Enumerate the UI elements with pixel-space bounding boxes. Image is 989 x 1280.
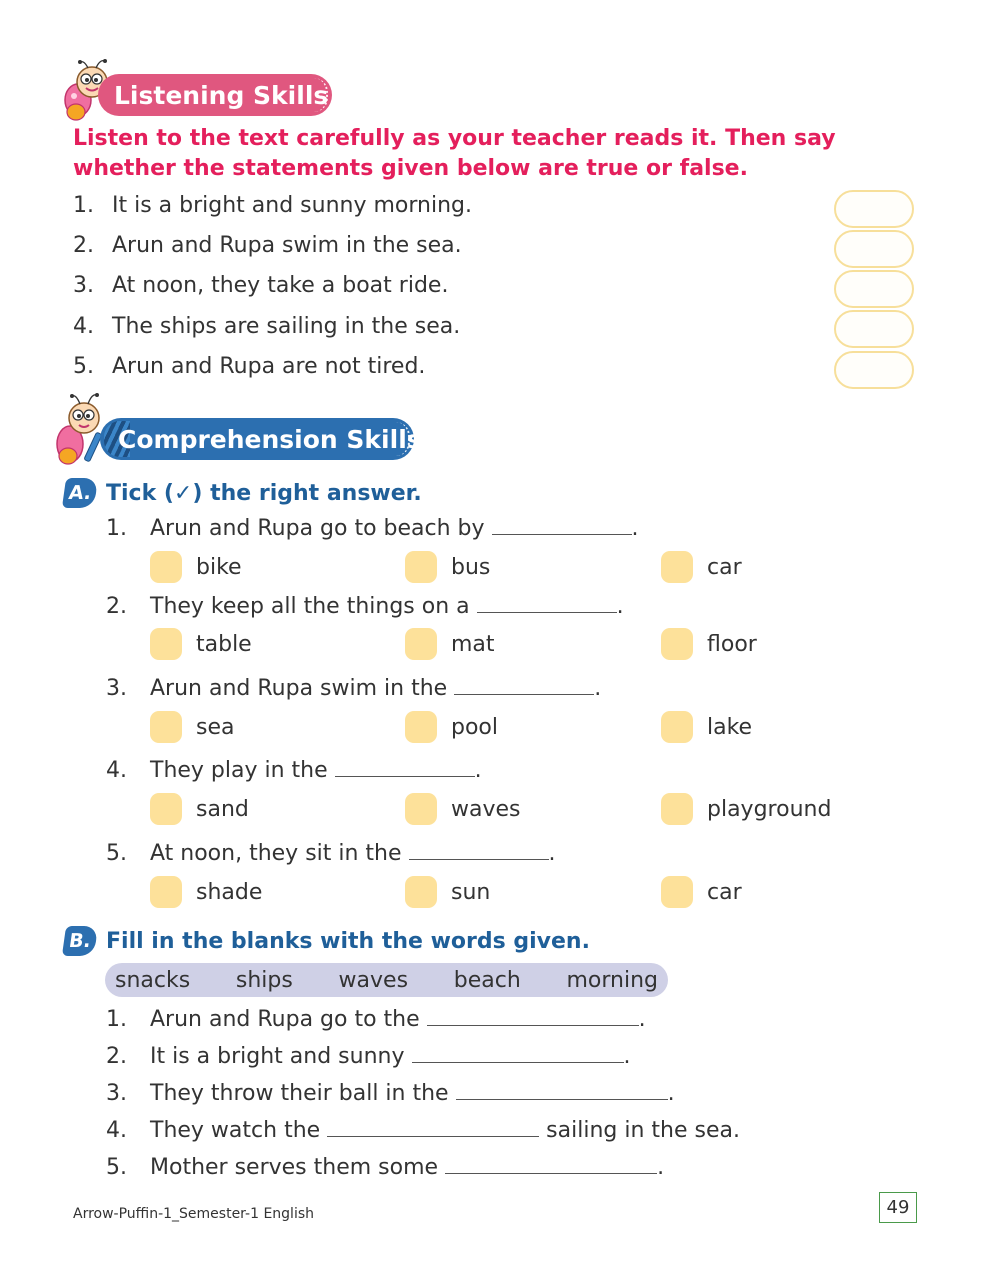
answer-blank[interactable] xyxy=(445,1154,657,1174)
option-a1-1[interactable]: bike xyxy=(150,551,242,583)
checkbox[interactable] xyxy=(150,876,182,908)
section-a-badge: A. xyxy=(62,478,98,508)
comprehension-skills-banner xyxy=(100,418,422,460)
option-a3-1[interactable]: sea xyxy=(150,711,234,743)
checkbox[interactable] xyxy=(405,628,437,660)
option-a2-1[interactable]: table xyxy=(150,628,252,660)
option-a4-2[interactable]: waves xyxy=(405,793,521,825)
book-footer: Arrow-Puffin-1_Semester-1 English xyxy=(73,1206,315,1222)
true-false-answer-box-3[interactable] xyxy=(834,270,914,308)
listening-skills-banner xyxy=(98,74,332,116)
option-a5-1[interactable]: shade xyxy=(150,876,262,908)
listening-instruction: Listen to the text carefully as your teacher reads it. Then say whether the statements given below are true or false. xyxy=(73,126,836,181)
answer-blank xyxy=(454,675,594,695)
checkbox[interactable] xyxy=(661,711,693,743)
question-a1: 1. Arun and Rupa go to beach by . xyxy=(106,516,639,541)
word-bank-item: waves xyxy=(338,967,409,993)
answer-blank xyxy=(477,593,617,613)
option-a4-3[interactable]: playground xyxy=(661,793,831,825)
option-a5-3[interactable]: car xyxy=(661,876,742,908)
option-a3-2[interactable]: pool xyxy=(405,711,498,743)
checkbox[interactable] xyxy=(150,711,182,743)
comprehension-skills-title: Comprehension Skills xyxy=(118,424,422,454)
option-a4-1[interactable]: sand xyxy=(150,793,249,825)
answer-blank xyxy=(492,515,632,535)
checkbox[interactable] xyxy=(661,551,693,583)
checkbox[interactable] xyxy=(150,551,182,583)
true-false-answer-box-5[interactable] xyxy=(834,351,914,389)
checkbox[interactable] xyxy=(661,628,693,660)
option-a1-2[interactable]: bus xyxy=(405,551,490,583)
section-a-heading xyxy=(64,478,422,508)
statement-5: 5. Arun and Rupa are not tired. xyxy=(73,354,426,379)
true-false-answer-box-2[interactable] xyxy=(834,230,914,268)
question-b2: 2. It is a bright and sunny . xyxy=(106,1044,631,1069)
checkbox[interactable] xyxy=(661,793,693,825)
question-b1: 1. Arun and Rupa go to the . xyxy=(106,1007,646,1032)
question-a2: 2. They keep all the things on a . xyxy=(106,594,624,619)
statement-1: 1. It is a bright and sunny morning. xyxy=(73,193,472,218)
checkbox[interactable] xyxy=(150,628,182,660)
answer-blank[interactable] xyxy=(427,1006,639,1026)
checkbox[interactable] xyxy=(405,551,437,583)
checkbox[interactable] xyxy=(405,876,437,908)
question-b5: 5. Mother serves them some . xyxy=(106,1155,665,1180)
answer-blank[interactable] xyxy=(456,1080,668,1100)
checkbox[interactable] xyxy=(661,876,693,908)
true-false-answer-box-1[interactable] xyxy=(834,190,914,228)
answer-blank[interactable] xyxy=(412,1043,624,1063)
checkbox[interactable] xyxy=(150,793,182,825)
statement-3: 3. At noon, they take a boat ride. xyxy=(73,273,449,298)
word-bank xyxy=(105,963,668,997)
section-b-badge: B. xyxy=(62,926,98,956)
section-b-instruction: Fill in the blanks with the words given. xyxy=(106,928,590,954)
checkbox[interactable] xyxy=(405,793,437,825)
word-bank-item: snacks xyxy=(115,967,191,993)
question-b3: 3. They throw their ball in the . xyxy=(106,1081,675,1106)
statement-4: 4. The ships are sailing in the sea. xyxy=(73,314,461,339)
listening-skills-title: Listening Skills xyxy=(114,80,329,110)
checkbox[interactable] xyxy=(405,711,437,743)
question-b4: 4. They watch the sailing in the sea. xyxy=(106,1118,740,1143)
word-bank-item: ships xyxy=(235,967,293,993)
true-false-answer-box-4[interactable] xyxy=(834,310,914,348)
question-a4: 4. They play in the . xyxy=(106,758,482,783)
option-a1-3[interactable]: car xyxy=(661,551,742,583)
option-a5-2[interactable]: sun xyxy=(405,876,490,908)
section-b-heading xyxy=(64,926,590,956)
answer-blank xyxy=(335,757,475,777)
question-a5: 5. At noon, they sit in the . xyxy=(106,841,556,866)
option-a2-2[interactable]: mat xyxy=(405,628,495,660)
word-bank-item: beach xyxy=(453,967,521,993)
answer-blank xyxy=(409,840,549,860)
answer-blank[interactable] xyxy=(327,1117,539,1137)
word-bank-item: morning xyxy=(566,967,658,993)
section-a-instruction: Tick (✓) the right answer. xyxy=(106,480,422,506)
page-number: 49 xyxy=(879,1192,917,1223)
statement-2: 2. Arun and Rupa swim in the sea. xyxy=(73,233,462,258)
option-a2-3[interactable]: floor xyxy=(661,628,757,660)
option-a3-3[interactable]: lake xyxy=(661,711,752,743)
question-a3: 3. Arun and Rupa swim in the . xyxy=(106,676,602,701)
